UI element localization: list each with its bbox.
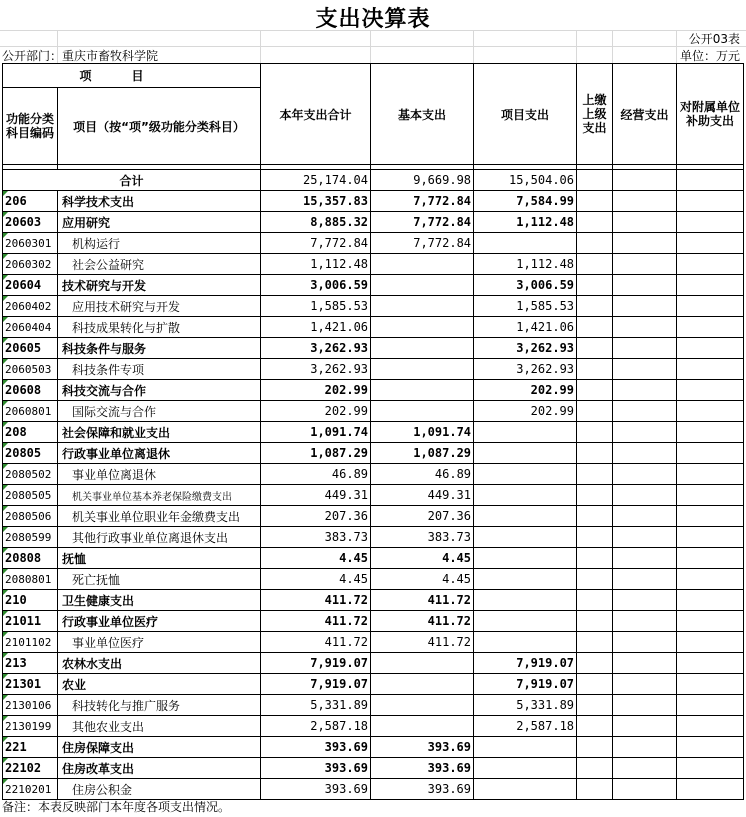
row-total: 1,112.48 (261, 254, 371, 275)
row-total: 15,357.83 (261, 191, 371, 212)
row-total: 2,587.18 (261, 716, 371, 737)
table-row (3, 233, 744, 254)
row-code: 2130106 (3, 695, 58, 716)
table-row (3, 401, 744, 422)
row-subsidy (677, 275, 744, 296)
row-business (613, 191, 677, 212)
row-total: 3,262.93 (261, 359, 371, 380)
row-upper (577, 464, 613, 485)
table-row (3, 716, 744, 737)
row-business (613, 695, 677, 716)
row-upper (577, 338, 613, 359)
row-upper (577, 443, 613, 464)
row-project (474, 422, 577, 443)
row-subsidy (677, 422, 744, 443)
row-name: 农业 (58, 674, 261, 695)
row-business (613, 401, 677, 422)
row-business (613, 779, 677, 800)
row-subsidy (677, 485, 744, 506)
row-basic: 411.72 (371, 611, 474, 632)
header-basic: 基本支出 (371, 64, 474, 165)
department-label: 公开部门：重庆市畜牧科学院 (2, 49, 159, 63)
table-row (3, 359, 744, 380)
total-row (3, 170, 744, 191)
row-subsidy (677, 212, 744, 233)
table-row (3, 317, 744, 338)
row-project: 1,112.48 (474, 212, 577, 233)
header-subsidy: 对附属单位补助支出 (677, 64, 744, 165)
row-upper (577, 632, 613, 653)
row-subsidy (677, 716, 744, 737)
row-total: 202.99 (261, 401, 371, 422)
row-code: 206 (3, 191, 58, 212)
row-project: 3,262.93 (474, 338, 577, 359)
row-name: 国际交流与合作 (58, 401, 261, 422)
row-business (613, 653, 677, 674)
row-subsidy (677, 254, 744, 275)
row-basic: 207.36 (371, 506, 474, 527)
row-code: 2080505 (3, 485, 58, 506)
header-business: 经营支出 (613, 64, 677, 165)
row-total: 411.72 (261, 590, 371, 611)
row-business (613, 674, 677, 695)
row-total: 3,262.93 (261, 338, 371, 359)
row-business (613, 359, 677, 380)
row-subsidy (677, 296, 744, 317)
row-name: 抚恤 (58, 548, 261, 569)
row-name: 社会保障和就业支出 (58, 422, 261, 443)
row-subsidy (677, 527, 744, 548)
row-basic: 46.89 (371, 464, 474, 485)
row-project: 7,584.99 (474, 191, 577, 212)
row-upper (577, 254, 613, 275)
row-project (474, 611, 577, 632)
row-name: 死亡抚恤 (58, 569, 261, 590)
row-basic: 4.45 (371, 569, 474, 590)
table-row (3, 464, 744, 485)
row-name: 事业单位离退休 (58, 464, 261, 485)
row-subsidy (677, 401, 744, 422)
row-project: 1,421.06 (474, 317, 577, 338)
row-business (613, 380, 677, 401)
row-name: 行政事业单位医疗 (58, 611, 261, 632)
row-upper (577, 317, 613, 338)
table-number: 公开03表 (688, 32, 740, 46)
row-business (613, 338, 677, 359)
row-basic: 1,087.29 (371, 443, 474, 464)
total-business (613, 170, 677, 191)
header-total: 本年支出合计 (261, 64, 371, 165)
row-business (613, 317, 677, 338)
row-basic: 7,772.84 (371, 233, 474, 254)
table-row (3, 275, 744, 296)
row-total: 46.89 (261, 464, 371, 485)
row-subsidy (677, 548, 744, 569)
row-project: 7,919.07 (474, 674, 577, 695)
table-row (3, 611, 744, 632)
row-business (613, 233, 677, 254)
row-upper (577, 275, 613, 296)
row-business (613, 464, 677, 485)
row-name: 应用研究 (58, 212, 261, 233)
row-upper (577, 716, 613, 737)
row-total: 411.72 (261, 632, 371, 653)
row-basic: 449.31 (371, 485, 474, 506)
row-code: 2080502 (3, 464, 58, 485)
row-code: 210 (3, 590, 58, 611)
row-name: 技术研究与开发 (58, 275, 261, 296)
table-row (3, 443, 744, 464)
row-basic: 7,772.84 (371, 191, 474, 212)
row-basic (371, 695, 474, 716)
row-business (613, 758, 677, 779)
row-name: 机关事业单位职业年金缴费支出 (58, 506, 261, 527)
table-row (3, 695, 744, 716)
row-basic (371, 674, 474, 695)
row-upper (577, 191, 613, 212)
row-project (474, 233, 577, 254)
row-name: 科技条件与服务 (58, 338, 261, 359)
row-total: 393.69 (261, 758, 371, 779)
row-name: 农林水支出 (58, 653, 261, 674)
row-code: 2080801 (3, 569, 58, 590)
table-row (3, 779, 744, 800)
row-total: 3,006.59 (261, 275, 371, 296)
row-business (613, 275, 677, 296)
row-code: 213 (3, 653, 58, 674)
row-total: 7,919.07 (261, 674, 371, 695)
row-upper (577, 422, 613, 443)
row-total: 4.45 (261, 548, 371, 569)
row-project (474, 632, 577, 653)
row-total: 202.99 (261, 380, 371, 401)
table-row (3, 380, 744, 401)
row-upper (577, 212, 613, 233)
row-subsidy (677, 590, 744, 611)
header-upper: 上缴上级支出 (577, 64, 613, 165)
row-project: 5,331.89 (474, 695, 577, 716)
row-business (613, 443, 677, 464)
row-project: 202.99 (474, 401, 577, 422)
row-total: 1,585.53 (261, 296, 371, 317)
header-item-group: 项目 (3, 64, 261, 88)
row-project (474, 464, 577, 485)
row-name: 其他农业支出 (58, 716, 261, 737)
row-name: 机关事业单位基本养老保险缴费支出 (58, 485, 261, 506)
row-subsidy (677, 359, 744, 380)
row-business (613, 296, 677, 317)
row-basic (371, 380, 474, 401)
row-code: 20604 (3, 275, 58, 296)
row-upper (577, 695, 613, 716)
row-upper (577, 674, 613, 695)
row-code: 2060503 (3, 359, 58, 380)
row-project (474, 443, 577, 464)
table-row (3, 653, 744, 674)
table-row (3, 191, 744, 212)
row-code: 2130199 (3, 716, 58, 737)
row-total: 7,919.07 (261, 653, 371, 674)
row-upper (577, 527, 613, 548)
table-row (3, 569, 744, 590)
row-basic: 7,772.84 (371, 212, 474, 233)
table-row (3, 506, 744, 527)
row-project: 3,262.93 (474, 359, 577, 380)
row-upper (577, 485, 613, 506)
row-code: 22102 (3, 758, 58, 779)
row-total: 1,087.29 (261, 443, 371, 464)
row-project: 7,919.07 (474, 653, 577, 674)
row-total: 393.69 (261, 779, 371, 800)
row-code: 208 (3, 422, 58, 443)
row-code: 2210201 (3, 779, 58, 800)
row-basic: 393.69 (371, 779, 474, 800)
row-basic (371, 716, 474, 737)
row-business (613, 485, 677, 506)
table-row (3, 737, 744, 758)
row-code: 20603 (3, 212, 58, 233)
row-total: 1,421.06 (261, 317, 371, 338)
row-subsidy (677, 632, 744, 653)
row-upper (577, 380, 613, 401)
row-project (474, 737, 577, 758)
table-row (3, 590, 744, 611)
row-subsidy (677, 443, 744, 464)
row-code: 2060801 (3, 401, 58, 422)
row-subsidy (677, 464, 744, 485)
row-upper (577, 779, 613, 800)
total-project: 15,504.06 (474, 170, 577, 191)
row-basic: 4.45 (371, 548, 474, 569)
table-row (3, 338, 744, 359)
row-upper (577, 569, 613, 590)
row-basic (371, 254, 474, 275)
table-row (3, 548, 744, 569)
table-row (3, 422, 744, 443)
row-upper (577, 359, 613, 380)
row-basic: 393.69 (371, 758, 474, 779)
row-name: 卫生健康支出 (58, 590, 261, 611)
row-code: 2060301 (3, 233, 58, 254)
row-subsidy (677, 233, 744, 254)
row-basic: 1,091.74 (371, 422, 474, 443)
row-subsidy (677, 674, 744, 695)
row-project: 2,587.18 (474, 716, 577, 737)
row-project: 1,112.48 (474, 254, 577, 275)
row-upper (577, 737, 613, 758)
row-name: 住房改革支出 (58, 758, 261, 779)
row-name: 科技交流与合作 (58, 380, 261, 401)
row-name: 科技成果转化与扩散 (58, 317, 261, 338)
row-business (613, 527, 677, 548)
row-upper (577, 296, 613, 317)
row-basic: 393.69 (371, 737, 474, 758)
row-upper (577, 401, 613, 422)
row-business (613, 254, 677, 275)
row-subsidy (677, 758, 744, 779)
row-code: 21301 (3, 674, 58, 695)
row-project (474, 506, 577, 527)
row-subsidy (677, 779, 744, 800)
table-row (3, 485, 744, 506)
row-project: 3,006.59 (474, 275, 577, 296)
row-name: 社会公益研究 (58, 254, 261, 275)
row-upper (577, 611, 613, 632)
row-project (474, 590, 577, 611)
row-name: 科技转化与推广服务 (58, 695, 261, 716)
row-code: 2080599 (3, 527, 58, 548)
total-upper (577, 170, 613, 191)
row-project: 1,585.53 (474, 296, 577, 317)
row-code: 20805 (3, 443, 58, 464)
row-code: 21011 (3, 611, 58, 632)
unit-label: 单位：万元 (679, 49, 740, 63)
row-upper (577, 758, 613, 779)
table-row (3, 632, 744, 653)
table-row (3, 296, 744, 317)
total-subsidy (677, 170, 744, 191)
row-business (613, 548, 677, 569)
row-basic: 411.72 (371, 590, 474, 611)
row-business (613, 212, 677, 233)
page-title: 支出决算表 (315, 6, 431, 32)
total-basic: 9,669.98 (371, 170, 474, 191)
row-business (613, 737, 677, 758)
row-subsidy (677, 317, 744, 338)
row-total: 207.36 (261, 506, 371, 527)
row-subsidy (677, 653, 744, 674)
table-row (3, 254, 744, 275)
row-project (474, 548, 577, 569)
row-business (613, 716, 677, 737)
row-subsidy (677, 338, 744, 359)
row-total: 8,885.32 (261, 212, 371, 233)
row-code: 221 (3, 737, 58, 758)
row-name: 科学技术支出 (58, 191, 261, 212)
row-basic (371, 653, 474, 674)
row-project (474, 758, 577, 779)
row-upper (577, 548, 613, 569)
row-code: 20608 (3, 380, 58, 401)
row-total: 1,091.74 (261, 422, 371, 443)
row-basic (371, 401, 474, 422)
total-label: 合计 (3, 170, 261, 191)
row-code: 2060404 (3, 317, 58, 338)
row-subsidy (677, 506, 744, 527)
total-total: 25,174.04 (261, 170, 371, 191)
row-name: 机构运行 (58, 233, 261, 254)
header-name: 项目（按“项”级功能分类科目） (58, 88, 261, 165)
header-project: 项目支出 (474, 64, 577, 165)
row-upper (577, 653, 613, 674)
table-row (3, 212, 744, 233)
row-basic (371, 296, 474, 317)
row-upper (577, 506, 613, 527)
row-total: 7,772.84 (261, 233, 371, 254)
row-total: 393.69 (261, 737, 371, 758)
row-code: 2060402 (3, 296, 58, 317)
row-name: 行政事业单位离退休 (58, 443, 261, 464)
row-subsidy (677, 380, 744, 401)
row-total: 449.31 (261, 485, 371, 506)
row-total: 5,331.89 (261, 695, 371, 716)
row-subsidy (677, 569, 744, 590)
row-code: 2101102 (3, 632, 58, 653)
table-row (3, 758, 744, 779)
row-code: 20605 (3, 338, 58, 359)
row-basic (371, 275, 474, 296)
row-name: 应用技术研究与开发 (58, 296, 261, 317)
row-business (613, 611, 677, 632)
row-subsidy (677, 737, 744, 758)
table-row (3, 674, 744, 695)
table-row (3, 527, 744, 548)
row-basic: 411.72 (371, 632, 474, 653)
row-code: 2080506 (3, 506, 58, 527)
header-code: 功能分类科目编码 (3, 88, 58, 165)
row-basic (371, 338, 474, 359)
row-name: 事业单位医疗 (58, 632, 261, 653)
row-business (613, 422, 677, 443)
row-project (474, 569, 577, 590)
row-basic (371, 317, 474, 338)
row-project (474, 485, 577, 506)
expenditure-table (2, 63, 744, 800)
row-code: 2060302 (3, 254, 58, 275)
row-total: 4.45 (261, 569, 371, 590)
row-basic (371, 359, 474, 380)
row-upper (577, 233, 613, 254)
row-subsidy (677, 695, 744, 716)
row-business (613, 590, 677, 611)
row-basic: 383.73 (371, 527, 474, 548)
row-business (613, 506, 677, 527)
row-project (474, 779, 577, 800)
row-name: 住房保障支出 (58, 737, 261, 758)
row-name: 其他行政事业单位离退休支出 (58, 527, 261, 548)
row-upper (577, 590, 613, 611)
row-name: 住房公积金 (58, 779, 261, 800)
row-business (613, 569, 677, 590)
row-name: 科技条件专项 (58, 359, 261, 380)
footer-note: 备注：本表反映部门本年度各项支出情况。 (2, 800, 231, 814)
row-business (613, 632, 677, 653)
row-total: 411.72 (261, 611, 371, 632)
row-project: 202.99 (474, 380, 577, 401)
row-code: 20808 (3, 548, 58, 569)
row-project (474, 527, 577, 548)
row-total: 383.73 (261, 527, 371, 548)
row-subsidy (677, 611, 744, 632)
row-subsidy (677, 191, 744, 212)
